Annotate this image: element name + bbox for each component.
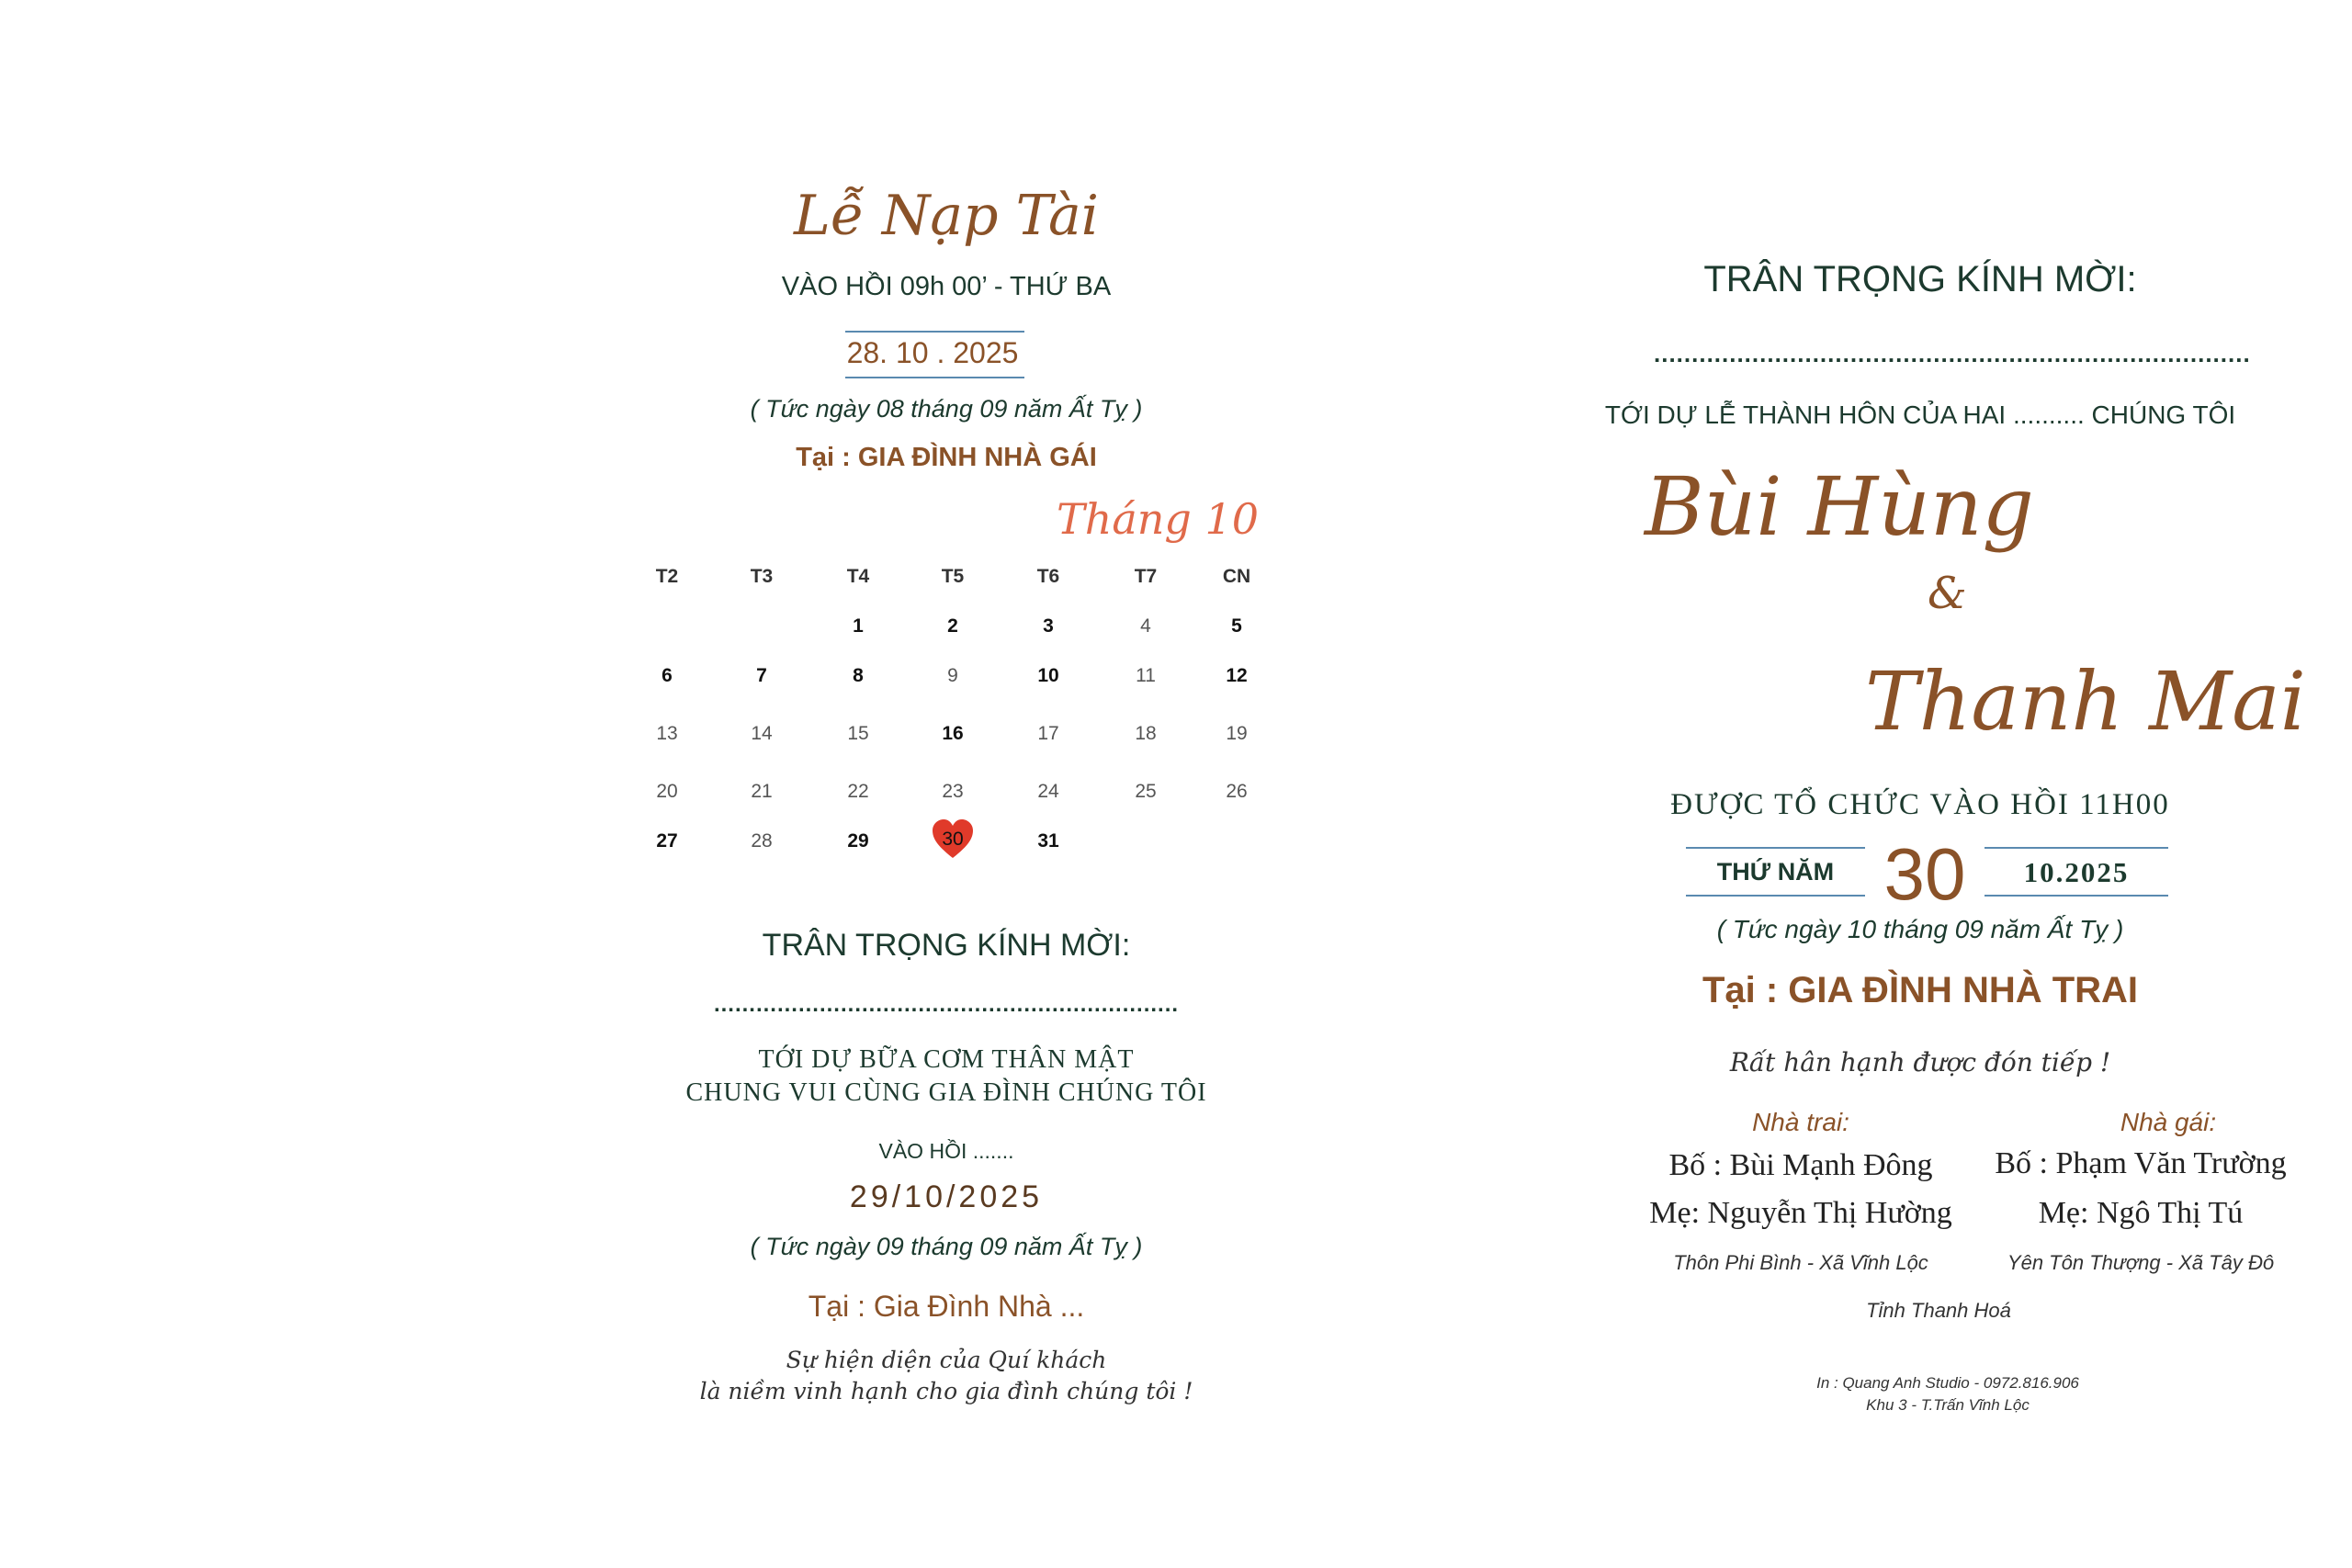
calendar-day: 10 bbox=[1037, 665, 1059, 686]
calendar-day: 22 bbox=[847, 781, 869, 802]
calendar-day: 8 bbox=[853, 665, 864, 686]
ampersand: & bbox=[1928, 568, 1967, 619]
wedding-month-year: 10.2025 bbox=[2023, 856, 2130, 888]
closing-line-2: là niềm vinh hạnh cho gia đình chúng tôi ! bbox=[699, 1378, 1193, 1404]
meal-line-1: TỚI DỰ BỮA CƠM THÂN MẬT bbox=[758, 1045, 1135, 1074]
bride-side-label: Nhà gái: bbox=[2120, 1108, 2217, 1136]
bride-name: Thanh Mai bbox=[1865, 654, 2306, 749]
meal-invite-heading: TRÂN TRỌNG KÍNH MỜI: bbox=[762, 928, 1131, 963]
meal-lunar-date: ( Tức ngày 09 tháng 09 năm Ất Tỵ ) bbox=[750, 1233, 1143, 1260]
groom-side-label: Nhà trai: bbox=[1752, 1108, 1849, 1136]
wedding-lunar-date: ( Tức ngày 10 tháng 09 năm Ất Tỵ ) bbox=[1716, 915, 2124, 943]
calendar-header-t5: T5 bbox=[941, 566, 965, 587]
calendar-day: 19 bbox=[1226, 723, 1248, 744]
wedding-day: 30 bbox=[1883, 833, 1966, 915]
wedding-line: TỚI DỰ LỄ THÀNH HÔN CỦA HAI .......... CHÚNG TÔI bbox=[1604, 400, 2236, 429]
calendar-day: 13 bbox=[656, 723, 678, 744]
calendar-day: 27 bbox=[656, 830, 678, 852]
calendar-header-t7: T7 bbox=[1134, 566, 1158, 587]
calendar-day: 1 bbox=[853, 615, 864, 637]
held-at-time: ĐƯỢC TỔ CHỨC VÀO HỒI 11H00 bbox=[1670, 788, 2170, 821]
date-top-line bbox=[845, 331, 1024, 333]
meal-time: VÀO HỒI ....... bbox=[878, 1139, 1014, 1163]
calendar-day: 28 bbox=[751, 830, 773, 852]
meal-venue: Tại : Gia Đình Nhà ... bbox=[808, 1290, 1085, 1323]
groom-father: Bố : Bùi Mạnh Đông bbox=[1668, 1148, 1933, 1182]
month-top-line bbox=[1984, 847, 2168, 849]
groom-name: Bùi Hùng bbox=[1645, 459, 2034, 554]
bride-address: Yên Tôn Thượng - Xã Tây Đô bbox=[2007, 1251, 2275, 1274]
meal-date: 29/10/2025 bbox=[849, 1179, 1044, 1214]
wedding-venue: Tại : GIA ĐÌNH NHÀ TRAI bbox=[1702, 970, 2139, 1010]
calendar-day: 9 bbox=[947, 665, 958, 686]
calendar-day: 24 bbox=[1037, 781, 1059, 802]
ceremony-date: 28. 10 . 2025 bbox=[846, 336, 1019, 369]
calendar-day: 25 bbox=[1135, 781, 1157, 802]
calendar-day: 23 bbox=[942, 781, 964, 802]
calendar-day: 15 bbox=[847, 723, 869, 744]
bride-mother: Mẹ: Ngô Thị Tú bbox=[2038, 1196, 2244, 1230]
calendar-day: 20 bbox=[656, 781, 678, 802]
calendar-header-t4: T4 bbox=[846, 566, 870, 587]
closing-line-1: Sự hiện diện của Quí khách bbox=[786, 1347, 1107, 1373]
wedding-invite-heading: TRÂN TRỌNG KÍNH MỜI: bbox=[1703, 259, 2137, 299]
ceremony-time: VÀO HỒI 09h 00’ - THỨ BA bbox=[781, 272, 1112, 301]
welcome-text: Rất hân hạnh được đón tiếp ! bbox=[1729, 1047, 2111, 1077]
calendar-day: 14 bbox=[751, 723, 773, 744]
ceremony-lunar-date: ( Tức ngày 08 tháng 09 năm Ất Tỵ ) bbox=[750, 395, 1143, 423]
wedding-weekday: THỨ NĂM bbox=[1716, 858, 1835, 886]
meal-line-2: CHUNG VUI CÙNG GIA ĐÌNH CHÚNG TÔI bbox=[685, 1078, 1207, 1107]
calendar-day: 4 bbox=[1140, 615, 1151, 637]
calendar-day: 3 bbox=[1043, 615, 1054, 637]
calendar-day: 6 bbox=[662, 665, 673, 686]
calendar-header-t2: T2 bbox=[655, 566, 679, 587]
calendar-day: 5 bbox=[1231, 615, 1242, 637]
calendar-day: 31 bbox=[1037, 830, 1059, 852]
calendar-day: 7 bbox=[756, 665, 767, 686]
calendar-day: 16 bbox=[942, 723, 964, 744]
calendar-header-t6: T6 bbox=[1036, 566, 1060, 587]
wedding-guest-dots: ............................................................................... bbox=[1654, 340, 2251, 367]
ceremony-venue: Tại : GIA ĐÌNH NHÀ GÁI bbox=[796, 443, 1097, 472]
calendar-day: 17 bbox=[1037, 723, 1059, 744]
ceremony-title: Lễ Nạp Tài bbox=[794, 184, 1099, 248]
printer-line-1: In : Quang Anh Studio - 0972.816.906 bbox=[1816, 1374, 2079, 1392]
groom-address: Thôn Phi Bình - Xã Vĩnh Lộc bbox=[1673, 1251, 1928, 1274]
weekday-top-line bbox=[1686, 847, 1865, 849]
weekday-bottom-line bbox=[1686, 895, 1865, 897]
calendar-day: 12 bbox=[1226, 665, 1248, 686]
calendar-day: 11 bbox=[1136, 665, 1156, 686]
calendar-day: 26 bbox=[1226, 781, 1248, 802]
province: Tỉnh Thanh Hoá bbox=[1866, 1299, 2011, 1322]
calendar-day: 29 bbox=[847, 830, 869, 852]
calendar-day: 30 bbox=[942, 829, 964, 850]
calendar-day-highlighted bbox=[931, 818, 975, 862]
bride-father: Bố : Phạm Văn Trường bbox=[1995, 1146, 2287, 1180]
calendar-header-cn: CN bbox=[1222, 566, 1251, 587]
calendar-day: 2 bbox=[947, 615, 958, 637]
printer-line-2: Khu 3 - T.Trấn Vĩnh Lộc bbox=[1866, 1396, 2030, 1414]
calendar-header-t3: T3 bbox=[750, 566, 774, 587]
calendar-day: 21 bbox=[751, 781, 773, 802]
groom-mother: Mẹ: Nguyễn Thị Hường bbox=[1649, 1196, 1952, 1230]
meal-guest-dots: .................................................................. bbox=[713, 992, 1180, 1017]
month-bottom-line bbox=[1984, 895, 2168, 897]
date-bottom-line bbox=[845, 377, 1024, 378]
calendar-day: 18 bbox=[1135, 723, 1157, 744]
calendar-month-label: Tháng 10 bbox=[1057, 494, 1259, 544]
